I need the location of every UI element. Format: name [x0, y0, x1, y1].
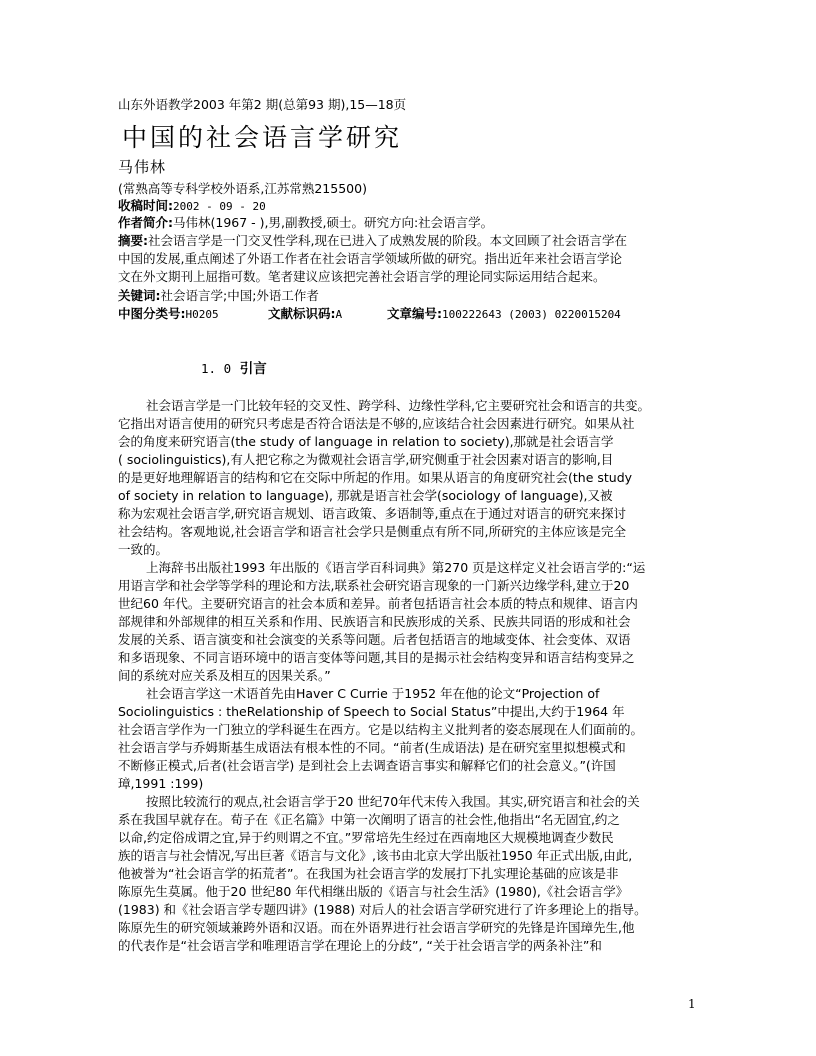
body-line: 会的角度来研究语言(the study of language in relation to society),那就是社会语言学 [118, 434, 614, 449]
abstract-text-1: 社会语言学是一门交叉性学科,现在已进入了成熟发展的阶段。本文回顾了社会语言学在 [148, 233, 627, 248]
body-line: 的代表作是“社会语言学和唯理语言学在理论上的分歧”, “关于社会语言学的两条补注”和 [118, 938, 602, 953]
article-label: 文章编号: [387, 306, 442, 321]
body-line: 和多语现象、不同言语环境中的语言变体等问题,其目的是揭示社会结构变异和语言结构变异之 [118, 650, 635, 665]
body-line: 陈原先生莫属。他于20 世纪80 年代相继出版的《语言与社会生活》(1980),《社会语言学》 [118, 884, 629, 899]
body-line: 族的语言与社会情况,写出巨著《语言与文化》,该书由北京大学出版社1950 年正式出版,由此, [118, 848, 633, 863]
body-line: Sociolinguistics : theRelationship of Speech to Social Status”中提出,大约于1964 年 [118, 704, 625, 719]
doc-value: A [335, 308, 343, 321]
body-line: 社会语言学这一术语首先由Haver C Currie 于1952 年在他的论文“Projection of [146, 686, 600, 701]
body-line: 社会语言学与乔姆斯基生成语法有根本性的不同。“前者(生成语法) 是在研究室里拟想模式和 [118, 740, 626, 755]
classification-row [118, 304, 219, 322]
body-line: 他被誉为“社会语言学的拓荒者”。在我国为社会语言学的发展打下扎实理论基础的应该是非 [118, 866, 619, 881]
section-title: 引言 [239, 361, 267, 377]
received-label: 收稿时间: [118, 198, 173, 213]
keywords [118, 286, 319, 304]
body-line: 陈原先生的研究领域兼跨外语和汉语。而在外语界进行社会语言学研究的先锋是许国璋先生,他 [118, 920, 635, 935]
keywords-label: 关键词: [118, 288, 161, 303]
author-affiliation: (常熟高等专科学校外语系,江苏常熟215500) [118, 181, 367, 196]
doc-label: 文献标识码: [268, 306, 336, 321]
section-number: 1. 0 [201, 361, 232, 376]
clc-value: H0205 [185, 308, 219, 321]
body-line: 社会语言学是一门比较年轻的交叉性、跨学科、边缘性学科,它主要研究社会和语言的共变。 [146, 398, 650, 413]
keywords-value: 社会语言学;中国;外语工作者 [160, 288, 319, 303]
article-number [387, 304, 621, 322]
body-line: 部规律和外部规律的相互关系和作用、民族语言和民族形成的关系、民族共同语的形成和社会 [118, 614, 631, 629]
body-line: 社会语言学作为一门独立的学科诞生在西方。它是以结构主义批判者的姿态展现在人们面前的。 [118, 722, 644, 737]
author-bio [118, 213, 493, 231]
abstract-line-3: 文在外文期刊上屈指可数。笔者建议应该把完善社会语言学的理论同实际运用结合起来。 [118, 269, 606, 284]
abstract-label: 摘要: [118, 233, 148, 248]
body-line: 一致的。 [118, 542, 169, 557]
body-line: 间的系统对应关系及相互的因果关系。” [118, 668, 331, 683]
body-line: 璋,1991 :199) [118, 776, 204, 791]
abstract-line-1 [118, 231, 627, 249]
body-line: 的是更好地理解语言的结构和它在交际中所起的作用。如果从语言的角度研究社会(the study [118, 470, 633, 485]
body-line: (1983) 和《社会语言学专题四讲》(1988) 对后人的社会语言学研究进行了许多理论上的指导。 [118, 902, 647, 917]
body-line: 不断修正模式,后者(社会语言学) 是到社会上去调查语言事实和解释它们的社会意义。”(许国 [118, 758, 616, 773]
body-line: 称为宏观社会语言学,研究语言规划、语言政策、多语制等,重点在于通过对语言的研究来探讨 [118, 506, 626, 521]
received-date [118, 196, 266, 214]
clc-label: 中图分类号: [118, 306, 186, 321]
body-line: 按照比较流行的观点,社会语言学于20 世纪70年代末传入我国。其实,研究语言和社会的关 [146, 794, 640, 809]
bio-value: 马伟林(1967 - ),男,副教授,硕士。研究方向:社会语言学。 [173, 215, 494, 230]
body-line: 系在我国早就存在。荀子在《正名篇》中第一次阐明了语言的社会性,他指出“名无固宜,约之 [118, 812, 620, 827]
page-number: 1 [688, 997, 696, 1011]
author-name: 马伟林 [118, 158, 167, 176]
abstract-line-2: 中国的发展,重点阐述了外语工作者在社会语言学领域所做的研究。指出近年来社会语言学论 [118, 251, 622, 266]
body-line: 发展的关系、语言演变和社会演变的关系等问题。后者包括语言的地域变体、社会变体、双语 [118, 632, 631, 647]
body-line: of society in relation to language), 那就是语言社会学(sociology of language),又被 [118, 488, 613, 503]
body-line: 以命,约定俗成谓之宜,异于约则谓之不宜。”罗常培先生经过在西南地区大规模地调查少数民 [118, 830, 614, 845]
body-line: 上海辞书出版社1993 年出版的《语言学百科词典》第270 页是这样定义社会语言学的:“运 [146, 560, 646, 575]
body-line: ( sociolinguistics),有人把它称之为微观社会语言学,研究侧重于社会因素对语言的影响,目 [118, 452, 614, 467]
paper-title: 中国的社会语言学研究 [122, 123, 403, 152]
doc-code [268, 304, 342, 322]
body-line: 社会结构。客观地说,社会语言学和语言社会学只是侧重点有所不同,所研究的主体应该是完全 [118, 524, 626, 539]
article-value: 100222643 (2003) 0220015204 [442, 308, 621, 321]
body-line: 用语言学和社会学等学科的理论和方法,联系社会研究语言现象的一门新兴边缘学科,建立于20 [118, 578, 630, 593]
body-line: 它指出对语言使用的研究只考虑是否符合语法是不够的,应该结合社会因素进行研究。如果从社 [118, 416, 635, 431]
journal-citation: 山东外语教学2003 年第2 期(总第93 期),15—18页 [118, 97, 407, 112]
bio-label: 作者简介: [118, 215, 173, 230]
section-heading [201, 357, 267, 377]
received-value: 2002 - 09 - 20 [173, 200, 266, 213]
body-line: 世纪60 年代。主要研究语言的社会本质和差异。前者包括语言社会本质的特点和规律、语言内 [118, 596, 638, 611]
